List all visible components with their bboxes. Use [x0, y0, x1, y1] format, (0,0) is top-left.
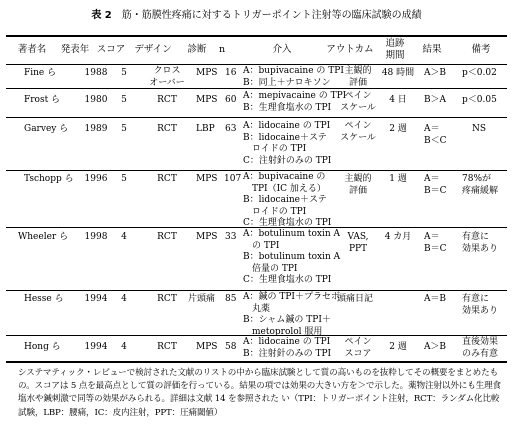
cell-n: 58: [225, 342, 237, 352]
table-footnote: システマティック・レビューで検討された文献のリストの中から臨床試験として質の高いものを抜粋してその概要をまとめたもの。スコアは 5 点を最高点として質の評価を行っている。結果の項では効果の大きい方を＞で示した。薬物注射以外にも生理食塩水や鍼刺激で同等の効果がみられる。詳細は文献 14 を参照された い（TPI：トリガーポイント注射，RCT：ランダム化比較試験，LBP：腰痛，IC：皮内注射，PPT：圧痛閾値）: [18, 368, 501, 418]
cell-notes: NS: [471, 124, 487, 134]
cell-followup: 4 カ月: [384, 232, 412, 242]
header-score: スコア: [96, 44, 126, 55]
cell-design: RCT: [157, 294, 177, 304]
cell-followup: 4 日: [389, 95, 407, 105]
header-year: 発表年: [60, 44, 90, 55]
cell-year: 1998: [84, 232, 108, 242]
cell-n: 85: [225, 294, 237, 304]
cell-outcome: VAS, PPT: [347, 232, 369, 254]
cell-intervention: A：mepivacaine の TPI B：生理食塩水の TPI: [243, 91, 347, 113]
cell-author: Garvey ら: [24, 124, 69, 134]
cell-intervention: A：bupivacaine の TPI（IC 加える） B：lidocaine＋ステ ロイドの TPI C：生理食塩水の TPI: [243, 172, 332, 228]
header-n: n: [218, 44, 226, 55]
row-rule: [6, 290, 507, 291]
cell-author: Fine ら: [24, 68, 57, 78]
table-bottom-rule: [6, 361, 507, 363]
cell-result: A＝B: [423, 294, 447, 304]
cell-notes: 直後効果 のみ有意: [462, 337, 499, 359]
cell-notes: 78%が 疼痛緩解: [462, 174, 499, 196]
cell-score: 5: [121, 68, 127, 78]
cell-notes: 有意に 効果あり: [462, 232, 499, 254]
cell-outcome: ペイン スコア: [344, 337, 372, 359]
cell-diagnosis: MPS: [196, 68, 218, 78]
cell-result: A＝ B＝C: [424, 232, 447, 254]
cell-year: 1994: [84, 342, 108, 352]
cell-author: Hong ら: [24, 342, 61, 352]
cell-result: A＝ B＜C: [424, 124, 447, 146]
cell-result: B＞A: [423, 95, 447, 105]
header-rule: [6, 64, 507, 65]
cell-notes: p＜0.02: [462, 68, 497, 78]
cell-diagnosis: LBP: [196, 124, 215, 134]
cell-design: RCT: [157, 232, 177, 242]
header-design: デザイン: [134, 44, 172, 55]
cell-followup: 1 週: [389, 174, 407, 184]
cell-n: 107: [224, 174, 242, 184]
header-followup: 追跡 期間: [385, 38, 405, 61]
cell-notes: p＜0.05: [462, 95, 497, 105]
cell-notes: 有意に 効果あり: [462, 294, 499, 316]
header-result: 結果: [422, 44, 442, 55]
header-diagnosis: 診断: [187, 44, 207, 55]
header-outcome: アウトカム: [326, 44, 374, 55]
table-title: 筋・筋膜性疼痛に対するトリガーポイント注射等の臨床試験の成績: [121, 10, 422, 21]
cell-outcome: ペイン スケール: [340, 91, 376, 113]
row-rule: [6, 117, 507, 118]
cell-outcome: 主観的 評価: [344, 66, 372, 88]
table-top-rule: [6, 35, 507, 37]
header-notes: 備考: [471, 44, 491, 55]
cell-diagnosis: MPS: [196, 95, 218, 105]
cell-design: RCT: [157, 124, 177, 134]
cell-score: 4: [121, 342, 127, 352]
cell-n: 60: [225, 95, 237, 105]
cell-intervention: A：lidocaine の TPI B：注射針のみの TPI: [243, 337, 332, 359]
cell-intervention: A：鍼の TPI＋プラセボ 丸薬 B：シャム鍼の TPI＋ metoprolol 服用: [243, 292, 340, 337]
cell-diagnosis: 片頭痛: [188, 294, 216, 304]
cell-year: 1994: [84, 294, 108, 304]
cell-author: Hesse ら: [24, 294, 64, 304]
cell-score: 5: [121, 174, 127, 184]
cell-followup: 2 週: [389, 342, 407, 352]
cell-design: RCT: [157, 95, 177, 105]
cell-result: A＞B: [423, 68, 447, 78]
cell-score: 5: [121, 95, 127, 105]
row-rule: [6, 170, 507, 171]
cell-outcome: ペイン スケール: [340, 121, 376, 143]
cell-followup: 48 時間: [381, 68, 415, 78]
cell-result: A＝ B＝C: [424, 174, 447, 196]
cell-diagnosis: MPS: [196, 232, 218, 242]
cell-n: 63: [225, 124, 237, 134]
cell-diagnosis: MPS: [196, 342, 218, 352]
cell-score: 4: [121, 294, 127, 304]
cell-design: RCT: [157, 174, 177, 184]
cell-outcome: 頭痛日記: [336, 294, 373, 304]
cell-followup: 2 週: [389, 124, 407, 134]
cell-author: Frost ら: [24, 95, 61, 105]
cell-score: 5: [121, 124, 127, 134]
cell-author: Wheeler ら: [18, 232, 69, 242]
table-number: 表 2: [91, 10, 112, 21]
cell-n: 33: [225, 232, 237, 242]
cell-result: A＞B: [423, 342, 447, 352]
cell-year: 1996: [84, 174, 108, 184]
cell-author: Tschopp ら: [24, 174, 74, 184]
cell-score: 4: [121, 232, 127, 242]
header-author: 著者名: [17, 44, 47, 55]
cell-year: 1989: [84, 124, 108, 134]
cell-n: 16: [225, 68, 237, 78]
cell-year: 1980: [84, 95, 108, 105]
cell-design: RCT: [157, 342, 177, 352]
header-intervention: 介入: [272, 44, 292, 55]
cell-diagnosis: MPS: [196, 174, 218, 184]
cell-intervention: A：lidocaine の TPI B：lidocaine＋ステ ロイドの TPI C：注射針のみの TPI: [243, 121, 332, 166]
cell-design: クロス オーバー: [149, 66, 185, 88]
cell-year: 1988: [84, 68, 108, 78]
table-caption: [0, 6, 513, 21]
cell-intervention: A：botulinum toxin A の TPI B：botulinum toxin A 倍量の TPI C：生理食塩水の TPI: [243, 229, 341, 285]
cell-outcome: 主観的 評価: [344, 174, 372, 196]
cell-intervention: A：bupivacaine の TPI B：同上＋ナロキソン: [243, 66, 344, 88]
